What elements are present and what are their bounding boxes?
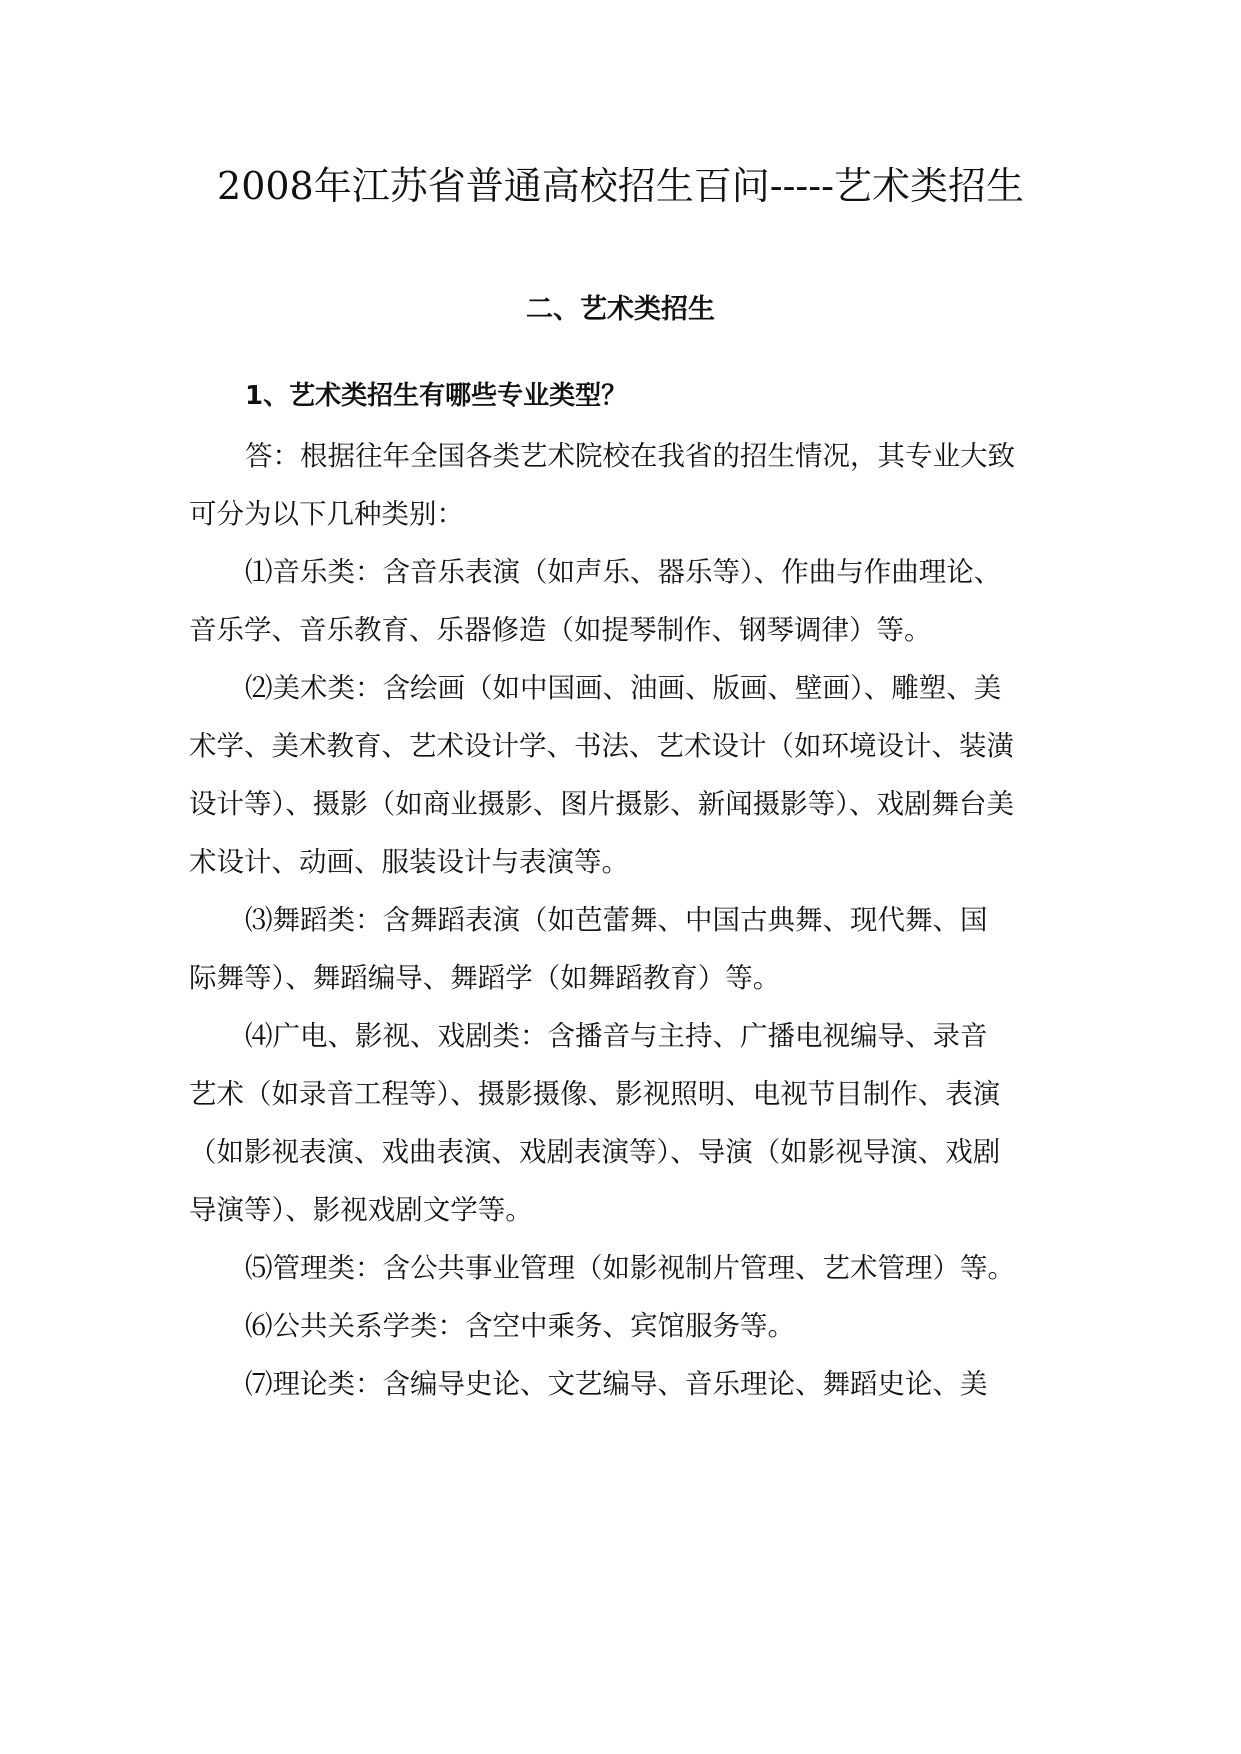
paragraph-line: 答：根据往年全国各类艺术院校在我省的招生情况，其专业大致: [245, 440, 1015, 472]
section-heading: 二、艺术类招生: [526, 294, 715, 325]
paragraph-line: 术学、美术教育、艺术设计学、书法、艺术设计（如环境设计、装潢: [189, 730, 1014, 762]
paragraph-line: 际舞等）、舞蹈编导、舞蹈学（如舞蹈教育）等。: [189, 962, 781, 994]
paragraph-line: ⑺理论类：含编导史论、文艺编导、音乐理论、舞蹈史论、美: [245, 1368, 988, 1400]
paragraph-line: 可分为以下几种类别：: [189, 498, 464, 530]
paragraph-line: ⑹公共关系学类：含空中乘务、宾馆服务等。: [245, 1310, 795, 1342]
question-heading: 1、艺术类招生有哪些专业类型？: [245, 381, 628, 411]
paragraph-line: 音乐学、音乐教育、乐器修造（如提琴制作、钢琴调律）等。: [189, 614, 932, 646]
paragraph-line: ⑷广电、影视、戏剧类：含播音与主持、广播电视编导、录音: [245, 1020, 988, 1052]
paragraph-line: （如影视表演、戏曲表演、戏剧表演等）、导演（如影视导演、戏剧: [189, 1136, 1001, 1168]
paragraph-line: 艺术（如录音工程等）、摄影摄像、影视照明、电视节目制作、表演: [189, 1078, 1001, 1110]
paragraph-line: ⑵美术类：含绘画（如中国画、油画、版画、壁画）、雕塑、美: [245, 672, 1002, 704]
paragraph-line: ⑴音乐类：含音乐表演（如声乐、器乐等）、作曲与作曲理论、: [245, 556, 1002, 588]
document-title: 2008年江苏省普通高校招生百问-----艺术类招生: [217, 164, 1024, 208]
paragraph-line: 术设计、动画、服装设计与表演等。: [189, 846, 629, 878]
paragraph-line: 导演等）、影视戏剧文学等。: [189, 1194, 533, 1226]
paragraph-line: ⑸管理类：含公共事业管理（如影视制片管理、艺术管理）等。: [245, 1252, 1015, 1284]
paragraph-line: ⑶舞蹈类：含舞蹈表演（如芭蕾舞、中国古典舞、现代舞、国: [245, 904, 988, 936]
paragraph-line: 设计等）、摄影（如商业摄影、图片摄影、新闻摄影等）、戏剧舞台美: [189, 788, 1014, 820]
